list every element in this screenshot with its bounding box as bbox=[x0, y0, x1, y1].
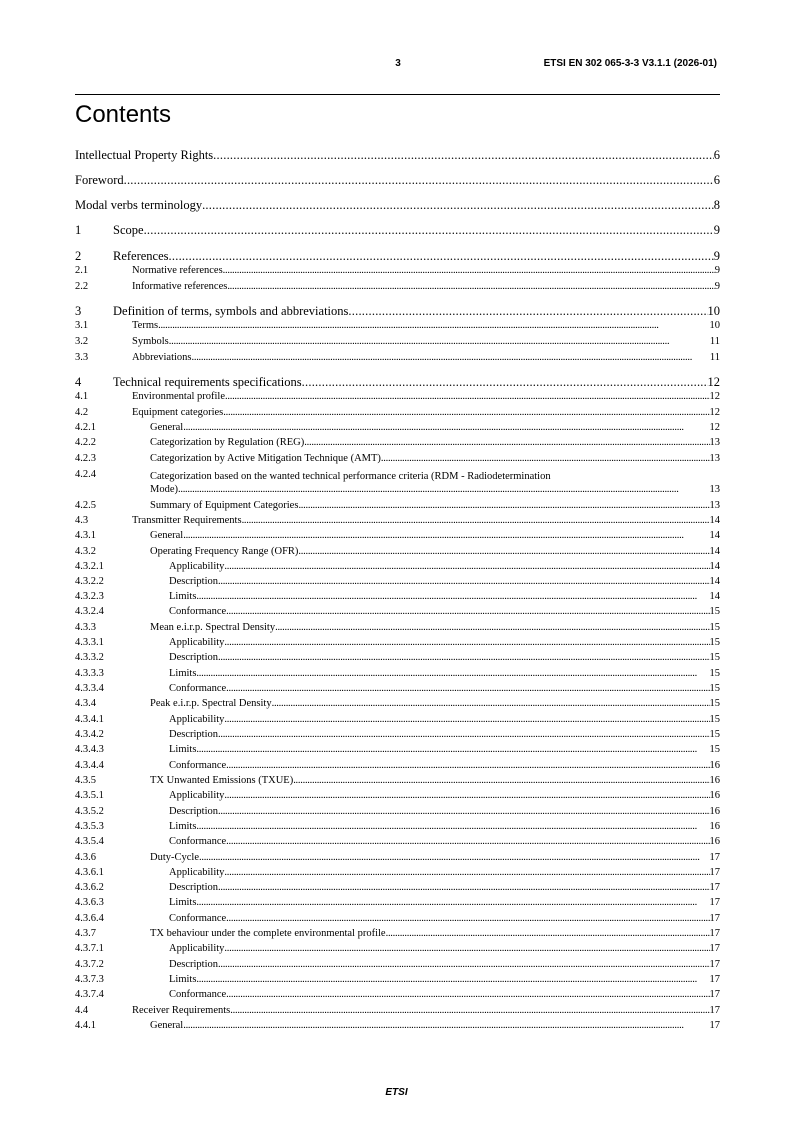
toc-entry-page: 16 bbox=[709, 821, 720, 832]
toc-entry-page: 15 bbox=[709, 698, 720, 709]
toc-entry-page: 9 bbox=[713, 249, 720, 263]
toc-entry[interactable] bbox=[75, 407, 720, 419]
toc-entry[interactable] bbox=[75, 637, 720, 649]
toc-entry-number: 4.3.1 bbox=[75, 530, 96, 541]
toc-entry-label: Conformance bbox=[169, 836, 227, 847]
dot-leader bbox=[158, 320, 709, 332]
toc-entry-label: Normative references bbox=[132, 265, 223, 276]
toc-entry-label: References bbox=[113, 249, 169, 263]
dot-leader bbox=[196, 591, 709, 603]
toc-entry-page: 10 bbox=[707, 304, 720, 318]
dot-leader bbox=[218, 959, 710, 971]
dot-leader bbox=[223, 265, 715, 277]
toc-entry-label: Categorization by Regulation (REG) bbox=[150, 437, 305, 448]
toc-entry-page: 17 bbox=[709, 928, 720, 939]
dot-leader bbox=[196, 974, 709, 986]
toc-entry-number: 4.3.6.3 bbox=[75, 897, 104, 908]
toc-entry-label: General bbox=[150, 530, 184, 541]
toc-entry-label: Transmitter Requirements bbox=[132, 515, 242, 526]
toc-entry-label: TX Unwanted Emissions (TXUE) bbox=[150, 775, 294, 786]
toc-entry-label: Foreword bbox=[75, 173, 124, 187]
toc-entry-label-continued: Mode) bbox=[150, 484, 178, 495]
toc-entry-number: 4.3.7.3 bbox=[75, 974, 104, 985]
toc-entry-number: 2.2 bbox=[75, 281, 89, 292]
dot-leader bbox=[183, 530, 709, 542]
toc-entry-page: 15 bbox=[709, 683, 720, 694]
toc-entry-page: 12 bbox=[707, 375, 720, 389]
toc-entry-page: 17 bbox=[709, 1020, 720, 1031]
toc-entry-label: Description bbox=[169, 576, 218, 587]
toc-entry-label: Applicability bbox=[169, 790, 225, 801]
dot-leader bbox=[196, 744, 709, 756]
toc-entry[interactable] bbox=[75, 437, 720, 449]
page-title: Contents bbox=[75, 101, 172, 128]
toc-entry-page: 14 bbox=[709, 561, 720, 572]
toc-entry-number: 4.3.7.1 bbox=[75, 943, 104, 954]
toc-entry[interactable] bbox=[75, 729, 720, 741]
toc-entry-page: 17 bbox=[709, 913, 720, 924]
toc-entry-label: Modal verbs terminology bbox=[75, 198, 203, 212]
toc-entry-number: 4.3 bbox=[75, 515, 89, 526]
toc-entry-number: 4.3.4 bbox=[75, 698, 96, 709]
toc-entry-page: 9 bbox=[714, 281, 720, 292]
toc-entry-label: Summary of Equipment Categories bbox=[150, 500, 299, 511]
toc-entry[interactable] bbox=[75, 515, 720, 527]
dot-leader bbox=[242, 515, 710, 527]
toc-entry-number: 4 bbox=[75, 375, 82, 389]
dot-leader bbox=[169, 249, 714, 264]
dot-leader bbox=[224, 790, 709, 802]
toc-entry-page: 15 bbox=[709, 637, 720, 648]
toc-entry-number: 4.3.3.1 bbox=[75, 637, 104, 648]
toc-entry-number: 4.3.2.1 bbox=[75, 561, 104, 572]
toc-entry-label: Conformance bbox=[169, 913, 227, 924]
toc-entry-number: 4.3.7.2 bbox=[75, 959, 104, 970]
toc-entry[interactable] bbox=[75, 974, 720, 986]
dot-leader bbox=[226, 683, 709, 695]
toc-entry[interactable] bbox=[75, 882, 720, 894]
toc-entry-label: Categorization based on the wanted technical performance criteria (RDM - Radiodetermination bbox=[150, 471, 551, 482]
dot-leader bbox=[225, 391, 709, 403]
toc-entry[interactable] bbox=[75, 928, 720, 940]
toc-entry[interactable] bbox=[75, 989, 720, 1001]
toc-entry-number: 4.3.4.4 bbox=[75, 760, 104, 771]
toc-entry-page: 17 bbox=[709, 943, 720, 954]
toc-entry-label: Operating Frequency Range (OFR) bbox=[150, 546, 299, 557]
toc-entry-number: 4.3.2.4 bbox=[75, 606, 104, 617]
toc-entry-page: 12 bbox=[709, 391, 720, 402]
toc-entry-label: Conformance bbox=[169, 606, 227, 617]
toc-entry[interactable] bbox=[75, 775, 720, 787]
toc-entry-page: 17 bbox=[709, 882, 720, 893]
toc-entry-page: 17 bbox=[709, 1005, 720, 1016]
dot-leader bbox=[230, 1005, 709, 1017]
toc-entry-label: Symbols bbox=[132, 336, 169, 347]
toc-entry-page: 16 bbox=[709, 836, 720, 847]
toc-entry-number: 4.3.2.2 bbox=[75, 576, 104, 587]
dot-leader bbox=[218, 806, 710, 818]
toc-entry-label: Description bbox=[169, 882, 218, 893]
toc-entry-page: 17 bbox=[709, 897, 720, 908]
toc-entry-label: Conformance bbox=[169, 989, 227, 1000]
toc-entry[interactable] bbox=[75, 223, 720, 238]
toc-entry-page: 13 bbox=[709, 437, 720, 448]
toc-entry-label: Peak e.i.r.p. Spectral Density bbox=[150, 698, 272, 709]
dot-leader bbox=[226, 913, 709, 925]
dot-leader bbox=[224, 867, 709, 879]
toc-entry[interactable] bbox=[75, 500, 720, 512]
toc-entry-number: 3.3 bbox=[75, 352, 89, 363]
toc-entry-page: 17 bbox=[709, 959, 720, 970]
dot-leader bbox=[348, 304, 707, 319]
toc-entry[interactable] bbox=[75, 821, 720, 833]
toc-entry-page: 14 bbox=[709, 515, 720, 526]
toc-entry-number: 4.3.7.4 bbox=[75, 989, 104, 1000]
toc-entry[interactable] bbox=[75, 668, 720, 680]
toc-entry-number: 4.3.2 bbox=[75, 546, 96, 557]
dot-leader bbox=[183, 422, 709, 434]
toc-entry-page: 17 bbox=[709, 989, 720, 1000]
toc-entry-number: 4.3.3.4 bbox=[75, 683, 104, 694]
toc-entry[interactable] bbox=[75, 790, 720, 802]
toc-entry[interactable] bbox=[75, 1020, 720, 1032]
toc-entry-number: 3.2 bbox=[75, 336, 89, 347]
toc-entry[interactable] bbox=[75, 836, 720, 848]
dot-leader bbox=[196, 668, 709, 680]
toc-entry-page: 11 bbox=[709, 336, 720, 347]
dot-leader bbox=[144, 223, 714, 238]
toc-entry-number: 2 bbox=[75, 249, 82, 263]
toc-entry-label: TX behaviour under the complete environmental profile bbox=[150, 928, 386, 939]
toc-entry-label: Equipment categories bbox=[132, 407, 224, 418]
toc-entry[interactable] bbox=[75, 698, 720, 710]
toc-entry[interactable] bbox=[75, 1005, 720, 1017]
toc-entry-label: Definition of terms, symbols and abbreviations bbox=[113, 304, 349, 318]
toc-entry-number: 4.3.6.1 bbox=[75, 867, 104, 878]
toc-entry-label: Applicability bbox=[169, 943, 225, 954]
toc-entry-label: Limits bbox=[169, 591, 197, 602]
toc-entry-page: 17 bbox=[709, 867, 720, 878]
dot-leader bbox=[213, 148, 714, 163]
dot-leader bbox=[226, 606, 709, 618]
dot-leader bbox=[196, 897, 709, 909]
toc-entry-page: 15 bbox=[709, 622, 720, 633]
toc-entry[interactable] bbox=[75, 959, 720, 971]
toc-entry-number: 4.3.2.3 bbox=[75, 591, 104, 602]
toc-entry[interactable] bbox=[75, 867, 720, 879]
toc-entry[interactable] bbox=[75, 320, 720, 332]
toc-entry-label: Limits bbox=[169, 897, 197, 908]
dot-leader bbox=[124, 173, 714, 188]
page-number: 3 bbox=[395, 58, 401, 69]
toc-entry-page: 14 bbox=[709, 530, 720, 541]
toc-entry[interactable] bbox=[75, 391, 720, 403]
toc-entry-page: 8 bbox=[713, 198, 720, 212]
toc-entry[interactable] bbox=[75, 852, 720, 864]
toc-entry-label: General bbox=[150, 422, 184, 433]
dot-leader bbox=[226, 836, 709, 848]
dot-leader bbox=[218, 576, 710, 588]
toc-entry-label: Categorization by Active Mitigation Technique (AMT) bbox=[150, 453, 381, 464]
dot-leader bbox=[196, 821, 709, 833]
toc-entry-number: 4.2.1 bbox=[75, 422, 96, 433]
toc-entry-label: Conformance bbox=[169, 760, 227, 771]
toc-entry-page: 16 bbox=[709, 760, 720, 771]
toc-entry-page: 15 bbox=[709, 744, 720, 755]
toc-entry[interactable] bbox=[75, 198, 720, 213]
toc-entry-label: Informative references bbox=[132, 281, 228, 292]
dot-leader bbox=[226, 760, 709, 772]
toc-entry-label: Description bbox=[169, 959, 218, 970]
toc-entry-page: 15 bbox=[709, 729, 720, 740]
toc-entry-number: 4.3.6 bbox=[75, 852, 96, 863]
dot-leader bbox=[227, 281, 714, 293]
toc-entry-page: 12 bbox=[709, 407, 720, 418]
dot-leader bbox=[381, 453, 710, 465]
dot-leader bbox=[169, 336, 710, 348]
toc-entry[interactable] bbox=[75, 606, 720, 618]
toc-entry-page: 12 bbox=[709, 422, 720, 433]
dot-leader bbox=[183, 1020, 709, 1032]
toc-entry-label: Limits bbox=[169, 821, 197, 832]
toc-entry-label: Terms bbox=[132, 320, 159, 331]
toc-entry-page: 10 bbox=[709, 320, 720, 331]
toc-entry-number: 4.3.4.3 bbox=[75, 744, 104, 755]
toc-entry-page: 13 bbox=[709, 484, 720, 495]
toc-entry[interactable] bbox=[75, 744, 720, 756]
toc-entry-number: 4.3.5.3 bbox=[75, 821, 104, 832]
toc-entry-page: 6 bbox=[713, 148, 720, 162]
table-of-contents bbox=[75, 0, 720, 1122]
toc-entry[interactable] bbox=[75, 530, 720, 542]
toc-entry-number: 4.3.4.1 bbox=[75, 714, 104, 725]
toc-entry-page: 15 bbox=[709, 714, 720, 725]
toc-entry-number: 4.1 bbox=[75, 391, 89, 402]
toc-entry-number: 3.1 bbox=[75, 320, 89, 331]
toc-entry-label: Conformance bbox=[169, 683, 227, 694]
toc-entry-number: 4.3.6.4 bbox=[75, 913, 104, 924]
dot-leader bbox=[218, 729, 710, 741]
toc-entry-number: 4.4 bbox=[75, 1005, 89, 1016]
toc-entry-page: 9 bbox=[713, 223, 720, 237]
toc-entry-number: 4.2.5 bbox=[75, 500, 96, 511]
toc-entry-label: Limits bbox=[169, 974, 197, 985]
toc-entry-label: Description bbox=[169, 652, 218, 663]
toc-entry-number: 4.3.5.4 bbox=[75, 836, 104, 847]
toc-entry[interactable] bbox=[75, 683, 720, 695]
document-id: ETSI EN 302 065-3-3 V3.1.1 (2026-01) bbox=[543, 58, 717, 69]
footer-label: ETSI bbox=[385, 1087, 408, 1098]
toc-entry[interactable] bbox=[75, 304, 720, 319]
dot-leader bbox=[224, 714, 709, 726]
toc-entry[interactable] bbox=[75, 453, 720, 465]
dot-leader bbox=[192, 352, 710, 364]
toc-entry-page: 14 bbox=[709, 576, 720, 587]
toc-entry[interactable] bbox=[75, 546, 720, 558]
toc-entry[interactable] bbox=[75, 714, 720, 726]
dot-leader bbox=[202, 198, 714, 213]
toc-entry-number: 4.4.1 bbox=[75, 1020, 96, 1031]
toc-entry-label: Applicability bbox=[169, 714, 225, 725]
toc-entry-page: 15 bbox=[709, 652, 720, 663]
toc-entry-page: 14 bbox=[709, 591, 720, 602]
toc-entry-label: Mean e.i.r.p. Spectral Density bbox=[150, 622, 276, 633]
dot-leader bbox=[223, 407, 709, 419]
toc-entry[interactable] bbox=[75, 913, 720, 925]
toc-entry-label: Limits bbox=[169, 668, 197, 679]
toc-entry-page: 16 bbox=[709, 806, 720, 817]
toc-entry[interactable] bbox=[75, 249, 720, 264]
toc-entry[interactable] bbox=[75, 336, 720, 348]
toc-entry[interactable] bbox=[75, 652, 720, 664]
toc-entry-number: 4.3.5.1 bbox=[75, 790, 104, 801]
toc-entry[interactable] bbox=[75, 591, 720, 603]
toc-entry[interactable] bbox=[75, 622, 720, 634]
toc-entry[interactable] bbox=[75, 576, 720, 588]
toc-entry-page: 17 bbox=[709, 852, 720, 863]
toc-entry-label: Applicability bbox=[169, 561, 225, 572]
toc-entry-page: 11 bbox=[709, 352, 720, 363]
toc-entry-number: 4.3.7 bbox=[75, 928, 96, 939]
dot-leader bbox=[178, 484, 710, 496]
dot-leader bbox=[293, 775, 709, 787]
toc-entry-number: 4.3.5 bbox=[75, 775, 96, 786]
toc-entry-label: Scope bbox=[113, 223, 144, 237]
toc-entry[interactable] bbox=[75, 265, 720, 277]
toc-entry-label: Description bbox=[169, 729, 218, 740]
toc-entry-number: 1 bbox=[75, 223, 82, 237]
toc-entry-page: 16 bbox=[709, 790, 720, 801]
toc-entry-page: 15 bbox=[709, 606, 720, 617]
toc-entry[interactable] bbox=[75, 281, 720, 293]
toc-entry-number: 4.3.3.3 bbox=[75, 668, 104, 679]
toc-entry[interactable] bbox=[75, 469, 720, 496]
toc-entry-page: 17 bbox=[709, 974, 720, 985]
toc-entry-label: Intellectual Property Rights bbox=[75, 148, 214, 162]
toc-entry-page: 15 bbox=[709, 668, 720, 679]
toc-entry-number: 4.3.4.2 bbox=[75, 729, 104, 740]
toc-entry-label: Limits bbox=[169, 744, 197, 755]
toc-entry[interactable] bbox=[75, 422, 720, 434]
toc-entry-label: Duty-Cycle bbox=[150, 852, 199, 863]
dot-leader bbox=[304, 437, 709, 449]
dot-leader bbox=[218, 652, 710, 664]
dot-leader bbox=[298, 500, 709, 512]
dot-leader bbox=[298, 546, 709, 558]
toc-entry-number: 4.3.3.2 bbox=[75, 652, 104, 663]
toc-entry[interactable] bbox=[75, 943, 720, 955]
dot-leader bbox=[272, 698, 710, 710]
toc-entry-number: 4.3.3 bbox=[75, 622, 96, 633]
toc-entry[interactable] bbox=[75, 148, 720, 163]
toc-entry[interactable] bbox=[75, 352, 720, 364]
dot-leader bbox=[302, 375, 708, 390]
toc-entry-number: 4.2.3 bbox=[75, 453, 96, 464]
toc-entry-label: Applicability bbox=[169, 637, 225, 648]
toc-entry-number: 4.3.6.2 bbox=[75, 882, 104, 893]
dot-leader bbox=[275, 622, 709, 634]
toc-entry-page: 13 bbox=[709, 453, 720, 464]
toc-entry-page: 9 bbox=[714, 265, 720, 276]
dot-leader bbox=[199, 852, 710, 864]
dot-leader bbox=[386, 928, 710, 940]
toc-entry-page: 13 bbox=[709, 500, 720, 511]
toc-entry-label: Technical requirements specifications bbox=[113, 375, 302, 389]
toc-entry-page: 14 bbox=[709, 546, 720, 557]
toc-entry-page: 16 bbox=[709, 775, 720, 786]
toc-entry-label: Receiver Requirements bbox=[132, 1005, 231, 1016]
toc-entry[interactable] bbox=[75, 760, 720, 772]
toc-entry-number: 4.2.2 bbox=[75, 437, 96, 448]
toc-entry-label: General bbox=[150, 1020, 184, 1031]
dot-leader bbox=[224, 943, 709, 955]
toc-entry-label: Environmental profile bbox=[132, 391, 226, 402]
toc-entry[interactable] bbox=[75, 561, 720, 573]
dot-leader bbox=[226, 989, 709, 1001]
toc-entry-number: 2.1 bbox=[75, 265, 89, 276]
toc-entry-number: 4.2 bbox=[75, 407, 89, 418]
dot-leader bbox=[218, 882, 710, 894]
toc-entry[interactable] bbox=[75, 375, 720, 390]
toc-entry-label: Abbreviations bbox=[132, 352, 192, 363]
toc-entry-page: 6 bbox=[713, 173, 720, 187]
toc-entry-number: 3 bbox=[75, 304, 82, 318]
toc-entry[interactable] bbox=[75, 806, 720, 818]
dot-leader bbox=[224, 561, 709, 573]
toc-entry[interactable] bbox=[75, 897, 720, 909]
dot-leader bbox=[224, 637, 709, 649]
toc-entry-label: Description bbox=[169, 806, 218, 817]
toc-entry-number: 4.3.5.2 bbox=[75, 806, 104, 817]
toc-entry-label: Applicability bbox=[169, 867, 225, 878]
toc-entry-number: 4.2.4 bbox=[75, 469, 96, 480]
toc-entry[interactable] bbox=[75, 173, 720, 188]
